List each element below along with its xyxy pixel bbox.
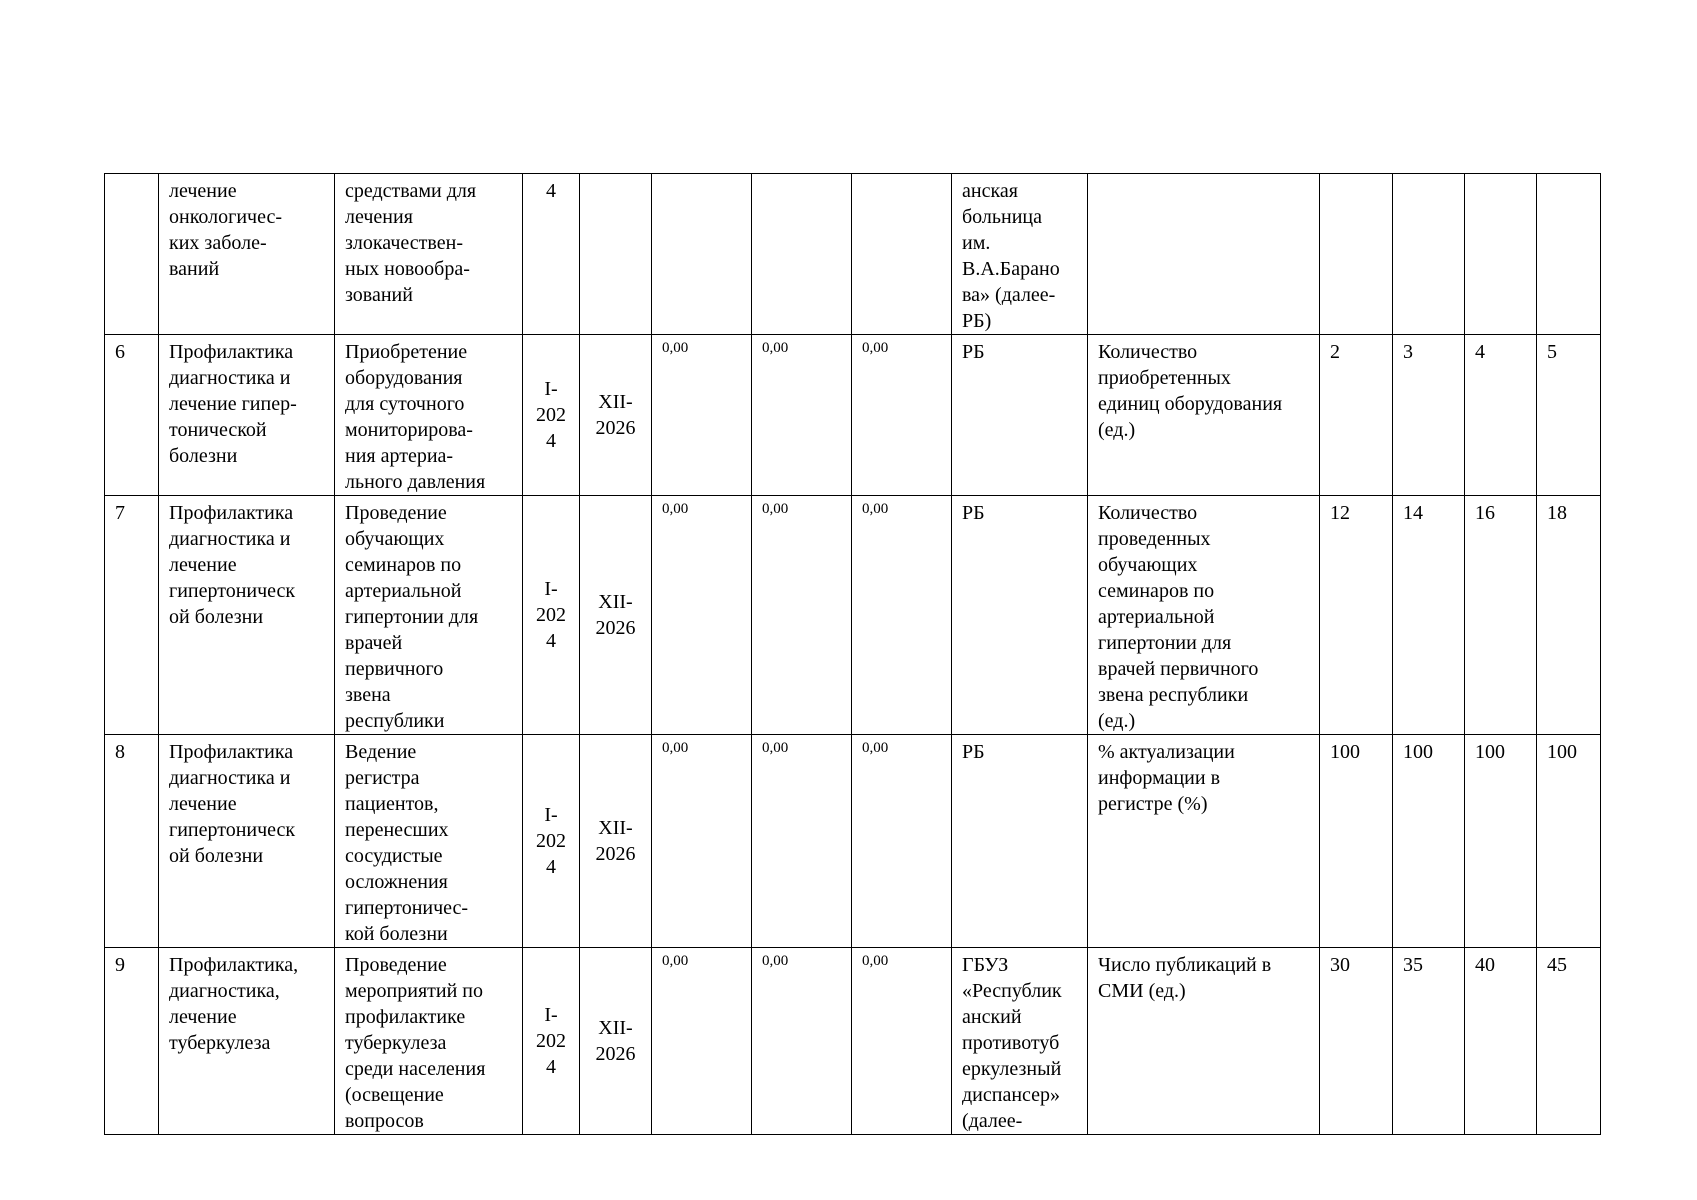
executor-cell: РБ (952, 735, 1088, 948)
executor-cell: анская больница им. В.А.Барано ва» (далее- РБ) (952, 174, 1088, 335)
table-row (105, 496, 1601, 735)
value-3-cell: 4 (1465, 335, 1537, 496)
value-2-cell: 3 (1393, 335, 1465, 496)
end-date-cell: XII- 2026 (580, 335, 652, 496)
executor-cell: ГБУЗ «Республик анский противотуб еркулезный диспансер» (далее- (952, 948, 1088, 1135)
indicator-cell: % актуализации информации в регистре (%) (1088, 735, 1320, 948)
value-4-cell (1537, 174, 1601, 335)
value-4-cell: 18 (1537, 496, 1601, 735)
measure-cell: Проведение обучающих семинаров по артериальной гипертонии для врачей первичного звена республики (335, 496, 523, 735)
value-3-cell: 100 (1465, 735, 1537, 948)
indicator-cell (1088, 174, 1320, 335)
funding-2-cell: 0,00 (752, 735, 852, 948)
task-name-cell: Профилактика диагностика и лечение гипертоническ ой болезни (159, 496, 335, 735)
value-3-cell: 40 (1465, 948, 1537, 1135)
funding-1-cell (652, 174, 752, 335)
row-number-cell: 8 (105, 735, 159, 948)
executor-cell: РБ (952, 496, 1088, 735)
program-measures-table (104, 173, 1601, 1135)
start-date-cell: I- 202 4 (523, 948, 580, 1135)
row-number-cell: 9 (105, 948, 159, 1135)
task-name-cell: Профилактика диагностика и лечение гипер- тонической болезни (159, 335, 335, 496)
measure-cell: Приобретение оборудования для суточного мониторирова- ния артериа- льного давления (335, 335, 523, 496)
value-4-cell: 5 (1537, 335, 1601, 496)
value-2-cell: 100 (1393, 735, 1465, 948)
end-date-cell (580, 174, 652, 335)
table-row (105, 174, 1601, 335)
task-name-cell: лечение онкологичес- ких заболе- ваний (159, 174, 335, 335)
funding-2-cell: 0,00 (752, 948, 852, 1135)
funding-1-cell: 0,00 (652, 496, 752, 735)
measure-cell: Ведение регистра пациентов, перенесших сосудистые осложнения гипертоничес- кой болезни (335, 735, 523, 948)
indicator-cell: Количество проведенных обучающих семинаров по артериальной гипертонии для врачей первичного звена республики (ед.) (1088, 496, 1320, 735)
value-1-cell: 100 (1320, 735, 1393, 948)
funding-3-cell: 0,00 (852, 496, 952, 735)
end-date-cell: XII- 2026 (580, 735, 652, 948)
task-name-cell: Профилактика диагностика и лечение гипертоническ ой болезни (159, 735, 335, 948)
value-4-cell: 45 (1537, 948, 1601, 1135)
measure-cell: Проведение мероприятий по профилактике туберкулеза среди населения (освещение вопросов (335, 948, 523, 1135)
funding-1-cell: 0,00 (652, 735, 752, 948)
row-number-cell: 6 (105, 335, 159, 496)
start-date-cell: I- 202 4 (523, 735, 580, 948)
table-row (105, 948, 1601, 1135)
task-name-cell: Профилактика, диагностика, лечение туберкулеза (159, 948, 335, 1135)
funding-3-cell: 0,00 (852, 948, 952, 1135)
table-row (105, 335, 1601, 496)
value-1-cell (1320, 174, 1393, 335)
end-date-cell: XII- 2026 (580, 948, 652, 1135)
value-4-cell: 100 (1537, 735, 1601, 948)
value-3-cell (1465, 174, 1537, 335)
row-number-cell: 7 (105, 496, 159, 735)
value-1-cell: 12 (1320, 496, 1393, 735)
funding-3-cell: 0,00 (852, 335, 952, 496)
start-date-cell: I- 202 4 (523, 496, 580, 735)
start-date-cell: I- 202 4 (523, 335, 580, 496)
table-row (105, 735, 1601, 948)
funding-3-cell (852, 174, 952, 335)
executor-cell: РБ (952, 335, 1088, 496)
indicator-cell: Число публикаций в СМИ (ед.) (1088, 948, 1320, 1135)
value-2-cell: 35 (1393, 948, 1465, 1135)
funding-2-cell: 0,00 (752, 335, 852, 496)
indicator-cell: Количество приобретенных единиц оборудования (ед.) (1088, 335, 1320, 496)
funding-3-cell: 0,00 (852, 735, 952, 948)
funding-2-cell: 0,00 (752, 496, 852, 735)
value-1-cell: 2 (1320, 335, 1393, 496)
value-1-cell: 30 (1320, 948, 1393, 1135)
value-2-cell: 14 (1393, 496, 1465, 735)
start-date-cell: 4 (523, 174, 580, 335)
row-number-cell (105, 174, 159, 335)
funding-1-cell: 0,00 (652, 948, 752, 1135)
value-3-cell: 16 (1465, 496, 1537, 735)
funding-1-cell: 0,00 (652, 335, 752, 496)
measure-cell: средствами для лечения злокачествен- ных новообра- зований (335, 174, 523, 335)
end-date-cell: XII- 2026 (580, 496, 652, 735)
value-2-cell (1393, 174, 1465, 335)
funding-2-cell (752, 174, 852, 335)
